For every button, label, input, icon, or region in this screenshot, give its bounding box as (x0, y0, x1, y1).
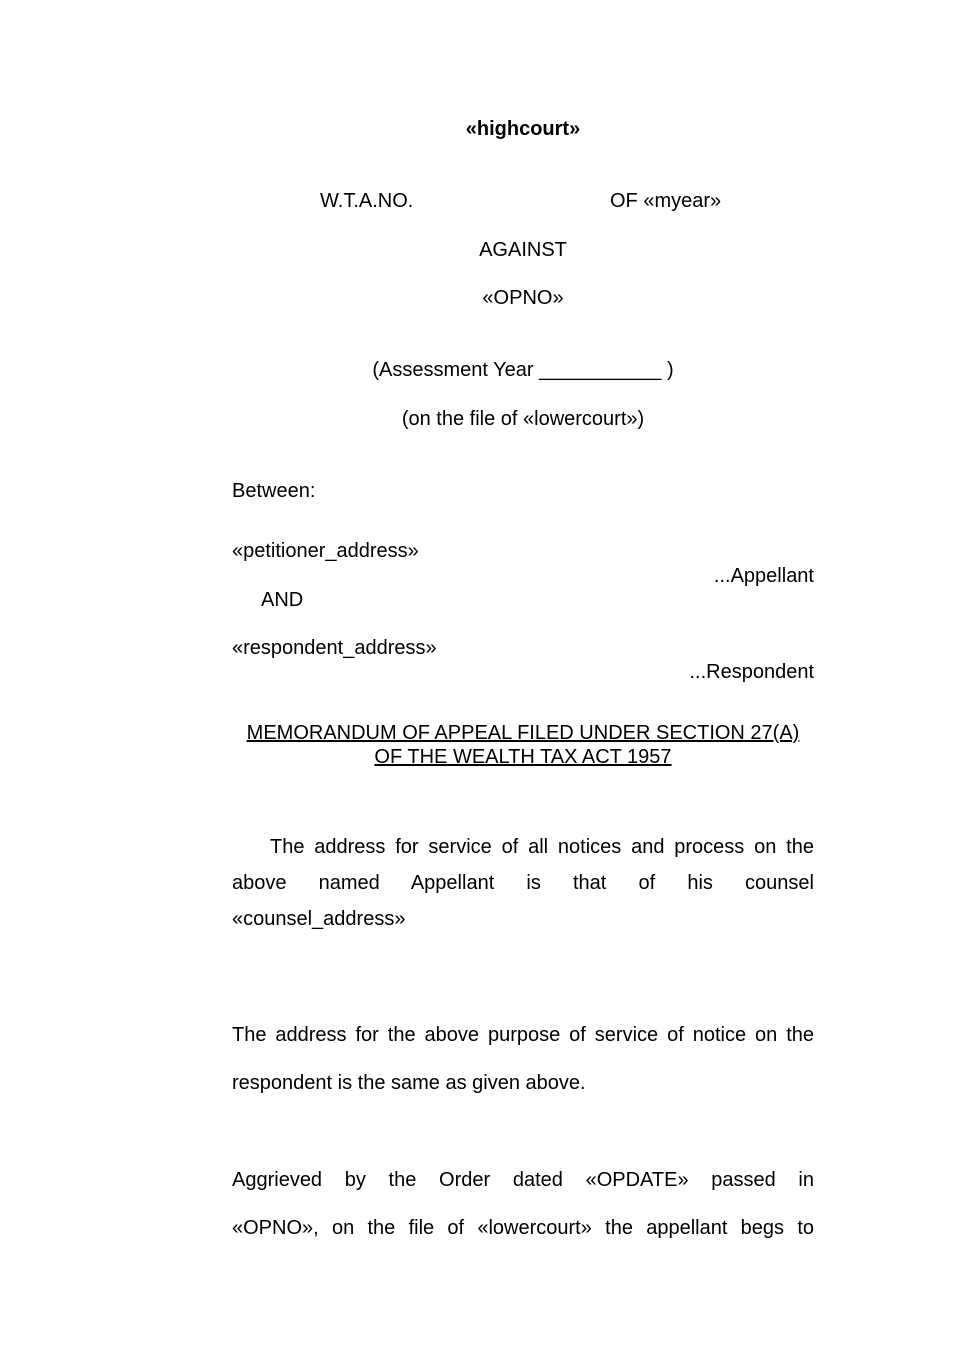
between-label: Between: (232, 480, 316, 502)
counsel-paragraph-line-2: above named Appellant is that of his counsel (232, 872, 814, 894)
aggrieved-line-2: «OPNO», on the file of «lowercourt» the appellant begs to (232, 1217, 814, 1239)
petitioner-address: «petitioner_address» (232, 540, 419, 562)
appellant-label: ...Appellant (713, 565, 814, 587)
memo-title-line-2: OF THE WEALTH TAX ACT 1957 (374, 746, 672, 768)
counsel-paragraph-line-1: The address for service of all notices and process on the (270, 836, 814, 858)
respondent-address: «respondent_address» (232, 637, 437, 659)
respondent-service-paragraph (232, 1011, 814, 1107)
respondent-label: ...Respondent (689, 661, 814, 683)
and-label: AND (261, 589, 304, 611)
memo-title-line-1: MEMORANDUM OF APPEAL FILED UNDER SECTION 27(A) (246, 722, 800, 744)
assessment-year: (Assessment Year ___________ ) (372, 359, 674, 381)
counsel-address: «counsel_address» (232, 908, 406, 930)
aggrieved-line-1: Aggrieved by the Order dated «OPDATE» passed in (232, 1169, 814, 1191)
file-of-lowercourt: (on the file of «lowercourt») (401, 408, 645, 430)
against-heading: AGAINST (479, 239, 567, 261)
case-year: OF «myear» (610, 190, 722, 212)
opno-field: «OPNO» (482, 287, 564, 309)
aggrieved-paragraph (232, 1156, 814, 1252)
respondent-service-line-2: respondent is the same as given above. (232, 1072, 586, 1094)
court-title: «highcourt» (465, 118, 581, 140)
counsel-paragraph (232, 829, 814, 937)
case-number-label: W.T.A.NO. (320, 190, 414, 212)
respondent-service-line-1: The address for the above purpose of service of notice on the (232, 1024, 814, 1046)
